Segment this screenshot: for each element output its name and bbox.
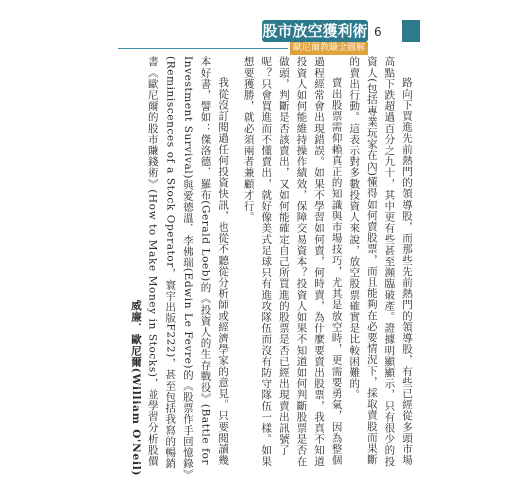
book-title: 股市放空獲利術 <box>262 22 368 40</box>
author-signature: 威廉．歐尼爾(William O'Neil) <box>130 300 142 477</box>
book-subtitle: 歐尼爾教賺全圖解 <box>290 42 368 55</box>
body-text <box>145 56 415 476</box>
paragraph-3: 我從沒訂閱過任何投資快訊，也從不聽從分析師或經濟學家的意見。只要閱讀幾本好書，譬如：傑洛德．羅布(Gerald Loeb)的《投資人的生存戰役》(Battle for Investment Survival)與愛德溫．李佛瑞(Edwin Le Fevre)的《股票作手回憶錄》(Reminiscences of a Stock Operator，寰宇出版F222)，甚至包括我寫的暢銷書《歐尼爾的股市賺錢術》(How to Make Money in Stocks)，並學習分析股價 <box>146 56 230 475</box>
header-tab-block <box>402 20 420 42</box>
paragraph-2: 賣出股票需仰賴真正的知識與市場技巧，尤其是放空時，更需要勇氣，因為整個過程經常會出現錯誤。如果不學習如何賣，何時賣，為什麼要賣出股票，我真不知道投資人如何能維持操作績效，保障交易資本？投資人如果不知道如何判斷股票是否在做頭，判斷是否該賣出，又如何能確定自己所買進的股票是否已經出現賣出訊號了呢？只會買進而不懂賣出，就好像美式足球只有進攻隊伍而沒有防守隊伍一樣。如果想要獲勝，就必須兩者兼顧才行。 <box>242 56 343 467</box>
header-rule <box>118 48 288 49</box>
paragraph-1: 路向下買進先前熱門的領導股，而那些先前熱門的領導股，有些已經從多頭市場高點下跌超過百分之九十，其中更有些甚至瀕臨破產。證據明顯顯示，只有很少的投資人(包括專業玩家在內)懂得如何賣股票，而且能夠在必要情況下，採取賣股而果斷的賣出行動。這表示對多數投資人來說，放空股票確實是比較困難的。 <box>348 56 413 467</box>
page-number: 6 <box>374 25 382 39</box>
